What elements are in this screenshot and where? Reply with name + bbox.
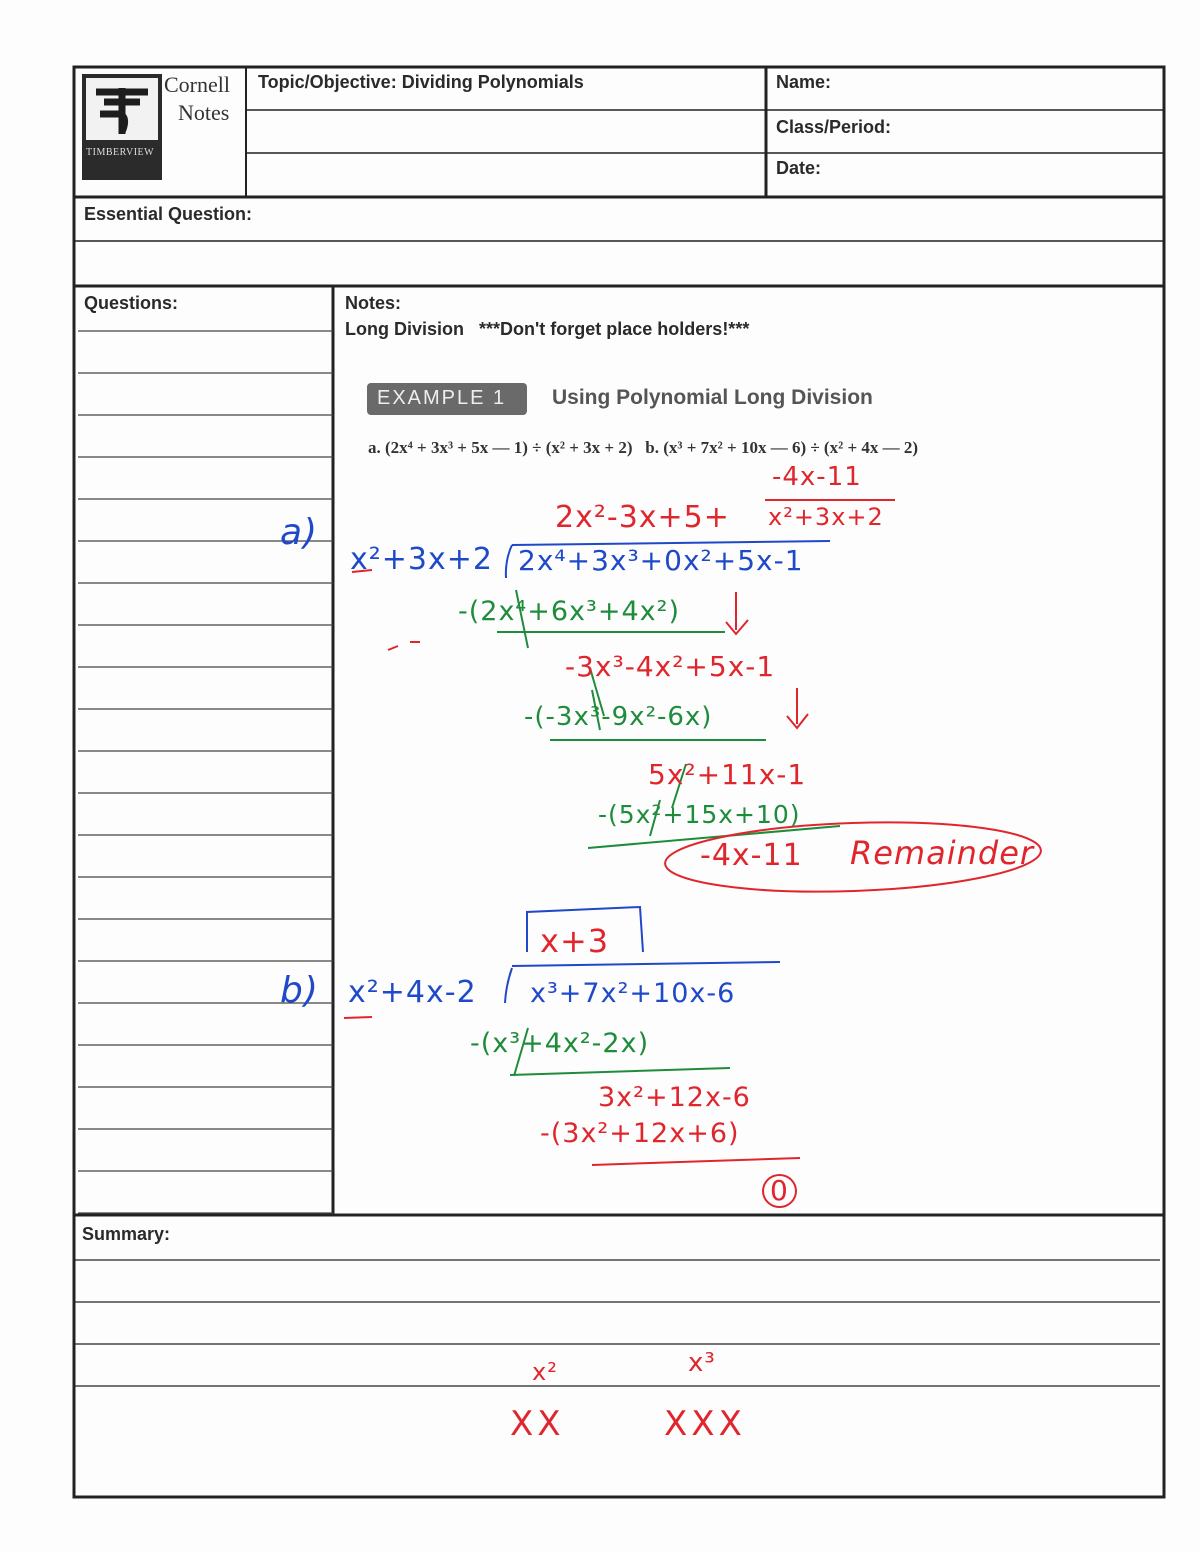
divisor-a: x²+3x+2 <box>350 542 493 577</box>
example-badge <box>367 383 527 415</box>
school-logo <box>82 74 162 180</box>
summary-x-squared: x² <box>532 1358 558 1386</box>
subtract-step-3-a: -(5x²+15x+10) <box>598 800 801 829</box>
step-2-b: 3x²+12x-6 <box>598 1082 751 1113</box>
part-a-label: a) <box>280 512 319 553</box>
logo-text-notes: Notes <box>178 100 230 125</box>
example-problems: a. (2x⁴ + 3x³ + 5x — 1) ÷ (x² + 3x + 2) b. (x³ + 7x² + 10x — 6) ÷ (x² + 4x — 2) <box>368 438 919 457</box>
date-field-label: Date: <box>776 158 822 178</box>
questions-label: Questions: <box>84 293 179 313</box>
summary-xxx: XXX <box>664 1404 746 1444</box>
quotient-b: x+3 <box>540 922 610 960</box>
notes-label: Notes: <box>345 293 402 313</box>
summary-x-cubed: x³ <box>688 1348 716 1378</box>
remainder-word: Remainder <box>850 834 1035 872</box>
subtract-step-1-a: -(2x⁴+6x³+4x²) <box>458 596 680 627</box>
remainder-a: -4x-11 <box>700 838 803 873</box>
step-3-a: 5x²+11x-1 <box>648 758 807 791</box>
subtract-step-1-b: -(x³+4x²-2x) <box>470 1028 650 1059</box>
logo-school-name: TIMBERVIEW <box>86 147 155 158</box>
quotient-a: 2x²-3x+5+ <box>555 500 730 535</box>
dividend-b: x³+7x²+10x-6 <box>530 978 736 1009</box>
remainder-b: 0 <box>762 1174 797 1208</box>
summary-label: Summary: <box>82 1224 171 1244</box>
name-field-label: Name: <box>776 72 832 92</box>
step-2-a: -3x³-4x²+5x-1 <box>565 650 776 683</box>
class-period-label: Class/Period: <box>776 117 892 137</box>
topic-objective-label: Topic/Objective: Dividing Polynomials <box>258 72 584 92</box>
remainder-numerator: -4x-11 <box>772 462 862 492</box>
notes-subheading: Long Division ***Don't forget place holders!*** <box>345 319 750 339</box>
subtract-step-2-a: -(-3x³-9x²-6x) <box>524 702 713 732</box>
divisor-b: x²+4x-2 <box>348 975 477 1010</box>
dividend-a: 2x⁴+3x³+0x²+5x-1 <box>518 544 804 577</box>
subtract-step-2-b: -(3x²+12x+6) <box>540 1118 740 1149</box>
essential-question-label: Essential Question: <box>84 204 253 224</box>
logo-text-cornell: Cornell <box>164 72 230 97</box>
example-badge-text: EXAMPLE 1 <box>377 387 507 409</box>
remainder-denominator: x²+3x+2 <box>768 503 884 531</box>
summary-xx: XX <box>510 1404 565 1444</box>
example-title: Using Polynomial Long Division <box>552 386 873 409</box>
part-b-label: b) <box>280 970 319 1011</box>
